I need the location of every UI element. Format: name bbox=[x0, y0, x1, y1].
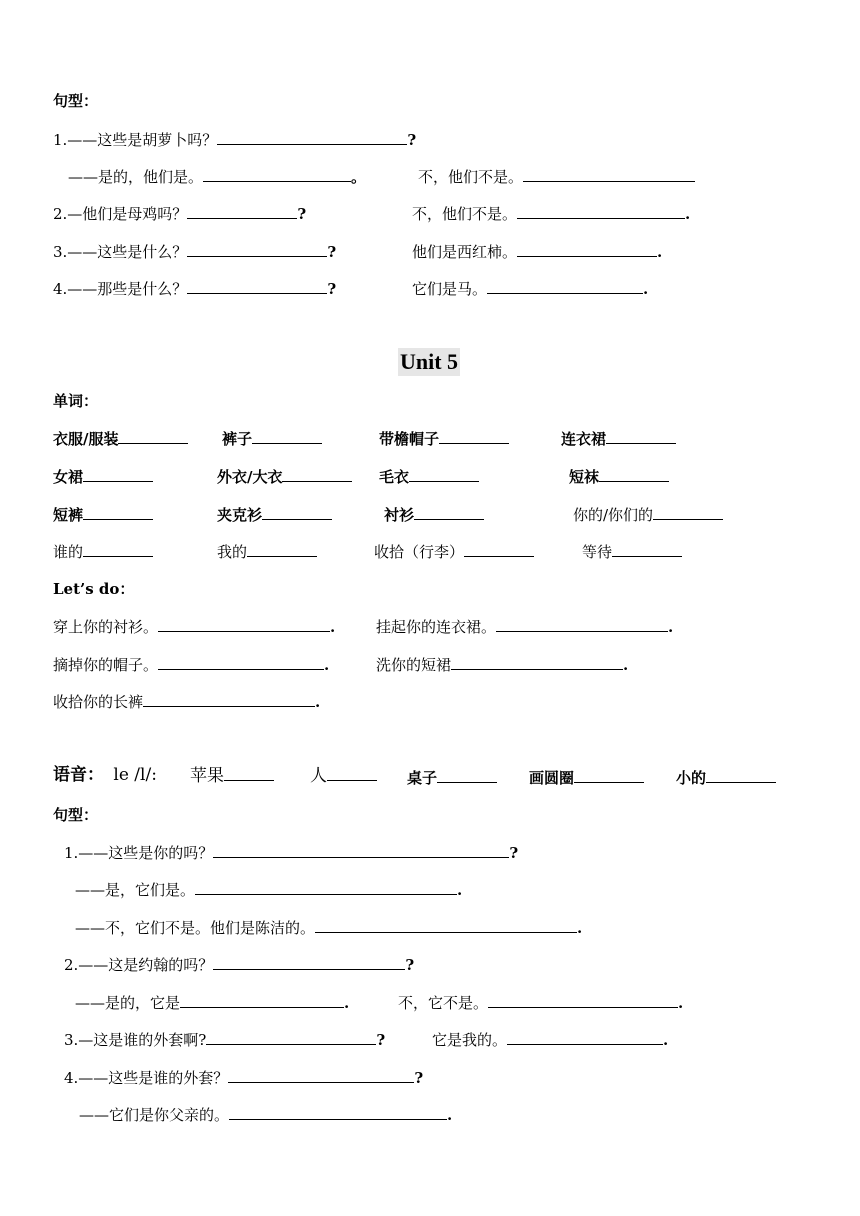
answer-blank[interactable] bbox=[252, 428, 322, 444]
sentence2-q2-yes: ——是的，它是 . bbox=[75, 994, 350, 1012]
sentence2-q2: 2.——这是约翰的吗？ ? bbox=[64, 956, 415, 974]
answer-blank[interactable] bbox=[327, 765, 377, 781]
answer-blank[interactable] bbox=[187, 241, 327, 257]
answer-blank[interactable] bbox=[439, 428, 509, 444]
answer-blank[interactable] bbox=[206, 1029, 376, 1045]
answer-blank[interactable] bbox=[451, 654, 623, 670]
letsdo-heading: Let’s do： bbox=[53, 580, 135, 598]
sentence-heading-2: 句型： bbox=[53, 806, 99, 824]
answer-blank[interactable] bbox=[574, 767, 644, 783]
q3-end: ? bbox=[327, 243, 337, 261]
sentence2-q1: 1.——这些是你的吗？ ? bbox=[64, 844, 519, 862]
q3-text: 3.——这些是什么？ bbox=[53, 243, 188, 261]
q3-ans-text: 他们是西红柿。 bbox=[412, 243, 518, 261]
answer-blank[interactable] bbox=[599, 466, 669, 482]
word-item: 你的/你们的 bbox=[573, 504, 723, 525]
answer-blank[interactable] bbox=[83, 466, 153, 482]
word-item: 衬衫 bbox=[384, 504, 484, 525]
answer-blank[interactable] bbox=[282, 466, 352, 482]
sentence2-q3-ans: 它是我的。 . bbox=[432, 1031, 669, 1049]
phonics-item: 人 bbox=[310, 765, 377, 786]
word-item: 外衣/大衣 bbox=[217, 466, 352, 487]
answer-blank[interactable] bbox=[414, 504, 484, 520]
q2-no-end: . bbox=[685, 205, 691, 223]
answer-blank[interactable] bbox=[653, 504, 723, 520]
sentence2-q1-yes: ——是，它们是。 . bbox=[75, 881, 463, 899]
answer-blank[interactable] bbox=[262, 504, 332, 520]
q4-ans-end: . bbox=[643, 280, 649, 298]
answer-blank[interactable] bbox=[224, 765, 274, 781]
answer-blank[interactable] bbox=[464, 541, 534, 557]
word-item: 夹克衫 bbox=[217, 504, 332, 525]
q4-text: 4.——那些是什么？ bbox=[53, 280, 188, 298]
answer-blank[interactable] bbox=[180, 992, 344, 1008]
word-item: 带檐帽子 bbox=[379, 428, 509, 449]
answer-blank[interactable] bbox=[158, 616, 330, 632]
q1-yes-text: ——是的，他们是。 bbox=[68, 168, 204, 186]
q1-no-text: 不，他们不是。 bbox=[418, 168, 524, 186]
phonics-item: 苹果 bbox=[190, 765, 274, 786]
answer-blank[interactable] bbox=[517, 241, 657, 257]
phonics-sound: le /l/: bbox=[113, 765, 157, 785]
q4-ans-text: 它们是马。 bbox=[412, 280, 488, 298]
answer-blank[interactable] bbox=[83, 541, 153, 557]
answer-blank[interactable] bbox=[83, 504, 153, 520]
sentence2-q2-no: 不，它不是。 . bbox=[398, 994, 684, 1012]
answer-blank[interactable] bbox=[523, 166, 695, 182]
answer-blank[interactable] bbox=[409, 466, 479, 482]
words-heading: 单词： bbox=[53, 392, 99, 410]
sentence2-q3: 3.—这是谁的外套啊? ? bbox=[64, 1031, 386, 1049]
answer-blank[interactable] bbox=[612, 541, 682, 557]
letsdo-line: 摘掉你的帽子。 . bbox=[53, 656, 330, 674]
answer-blank[interactable] bbox=[496, 616, 668, 632]
answer-blank[interactable] bbox=[195, 879, 457, 895]
phonics-item: 桌子 bbox=[407, 767, 497, 788]
sentence-q2-no bbox=[412, 203, 690, 224]
q2-no-text: 不，他们不是。 bbox=[412, 205, 518, 223]
q2-text: 2.—他们是母鸡吗？ bbox=[53, 205, 188, 223]
answer-blank[interactable] bbox=[229, 1104, 447, 1120]
sentence2-q1-no: ——不，它们不是。他们是陈洁的。 . bbox=[75, 919, 583, 937]
answer-blank[interactable] bbox=[706, 767, 776, 783]
phonics-item: 小的 bbox=[676, 767, 776, 788]
answer-blank[interactable] bbox=[217, 129, 407, 145]
word-item: 短袜 bbox=[569, 466, 669, 487]
answer-blank[interactable] bbox=[228, 1067, 414, 1083]
q1-text: 1.——这些是胡萝卜吗？ bbox=[53, 131, 218, 149]
unit-title: Unit 5 bbox=[400, 349, 459, 374]
letsdo-line: 穿上你的衬衫。 . bbox=[53, 618, 336, 636]
letsdo-line: 洗你的短裙 . bbox=[376, 656, 629, 674]
answer-blank[interactable] bbox=[158, 654, 324, 670]
sentence-q4 bbox=[53, 278, 336, 299]
answer-blank[interactable] bbox=[203, 166, 351, 182]
answer-blank[interactable] bbox=[187, 278, 327, 294]
word-item: 短裤 bbox=[53, 504, 153, 525]
answer-blank[interactable] bbox=[118, 428, 188, 444]
word-item: 女裙 bbox=[53, 466, 153, 487]
phonics-row bbox=[53, 765, 157, 785]
answer-blank[interactable] bbox=[517, 203, 685, 219]
answer-blank[interactable] bbox=[213, 954, 405, 970]
phonics-item: 画圆圈 bbox=[529, 767, 644, 788]
answer-blank[interactable] bbox=[488, 992, 678, 1008]
word-item: 谁的 bbox=[53, 541, 153, 562]
word-item: 我的 bbox=[217, 541, 317, 562]
answer-blank[interactable] bbox=[487, 278, 643, 294]
answer-blank[interactable] bbox=[247, 541, 317, 557]
sentence-heading-1: 句型： bbox=[53, 92, 99, 110]
word-item: 衣服/服装 bbox=[53, 428, 188, 449]
word-item: 等待 bbox=[582, 541, 682, 562]
sentence-q1 bbox=[53, 129, 416, 150]
answer-blank[interactable] bbox=[213, 842, 509, 858]
q1-end: ? bbox=[407, 131, 417, 149]
answer-blank[interactable] bbox=[315, 917, 577, 933]
answer-blank[interactable] bbox=[507, 1029, 663, 1045]
sentence2-q4-ans: ——它们是你父亲的。 . bbox=[79, 1106, 453, 1124]
sentence-q4-ans bbox=[412, 278, 648, 299]
sentence-q1-yes bbox=[68, 166, 366, 187]
q1-yes-end: 。 bbox=[351, 168, 367, 186]
word-item: 连衣裙 bbox=[561, 428, 676, 449]
word-item: 毛衣 bbox=[379, 466, 479, 487]
sentence-q3-ans bbox=[412, 241, 662, 262]
answer-blank[interactable] bbox=[437, 767, 497, 783]
phonics-label: 语音： bbox=[53, 765, 104, 785]
q2-end: ? bbox=[297, 205, 307, 223]
letsdo-line: 挂起你的连衣裙。 . bbox=[376, 618, 674, 636]
answer-blank[interactable] bbox=[187, 203, 297, 219]
q3-ans-end: . bbox=[657, 243, 663, 261]
word-item: 裤子 bbox=[222, 428, 322, 449]
q4-end: ? bbox=[327, 280, 337, 298]
answer-blank[interactable] bbox=[606, 428, 676, 444]
sentence-q2 bbox=[53, 203, 306, 224]
letsdo-line: 收拾你的长裤 . bbox=[53, 693, 321, 711]
answer-blank[interactable] bbox=[143, 691, 315, 707]
word-item: 收拾（行李） bbox=[374, 541, 534, 562]
sentence-q3 bbox=[53, 241, 336, 262]
sentence-q1-no bbox=[418, 166, 695, 187]
sentence2-q4: 4.——这些是谁的外套？ ? bbox=[64, 1069, 424, 1087]
